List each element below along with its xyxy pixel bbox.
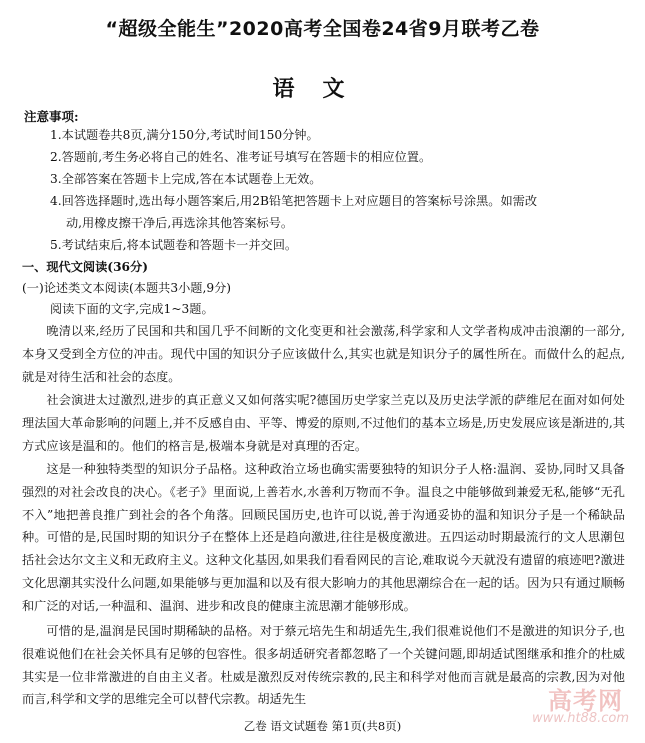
watermark-logo — [483, 681, 633, 729]
notice-heading: 注意事项: — [24, 109, 79, 124]
notice-item: 1.本试题卷共8页,满分150分,考试时间150分钟。 — [50, 128, 319, 142]
reading-instruction: 阅读下面的文字,完成1~3题。 — [50, 302, 214, 316]
watermark-url: www.ht88.com — [532, 711, 629, 726]
passage-paragraph: 可惜的是,温润是民国时期稀缺的品格。对于蔡元培先生和胡适先生,我们很难说他们不是激进的知识分子,也很难说他们在社会关怀具有足够的包容性。很多胡适研究者都忽略了一个关键问题,即胡适试图继承和推介的杜威其实是一位非常激进的自由主义者。杜威是激烈反对传统宗教的,民主和科学对他而言就是最高的宗教,因为对他而言,科学和文学的思维完全可以替代宗教。胡适先生 — [22, 624, 625, 707]
section-subtitle: (一)论述类文本阅读(本题共3小题,9分) — [22, 281, 232, 295]
subject-title: 语文 — [272, 77, 373, 102]
passage-paragraph: 这是一种独特类型的知识分子品格。这种政治立场也确实需要独特的知识分子人格:温润、妥协,同时又具备强烈的对社会改良的决心。《老子》里面说,上善若水,水善利万物而不争。温良之中能够做到兼爱无私,能够“无孔不入”地把善良推广到社会的各个角落。回顾民国历史,也许可以说,善于沟通妥协的温和知识分子是一个稀缺品种。可惜的是,民国时期的知识分子在整体上还是趋向激进,往往是极度激进。五四运动时期最流行的文人思潮包括社会达尔文主义和无政府主义。这种文化基因,如果我们看看网民的言论,难取说今天就没有遗留的痕迹吧?激进文化思潮其实没什么问题,如果能够与更加温和以及有很大影响力的其他思潮综合在一起的话。因为只有通过顺畅和广泛的对话,一种温和、温润、进步和改良的健康主流思潮才能够形成。 — [22, 462, 625, 613]
notice-item: 3.全部答案在答题卡上完成,答在本试题卷上无效。 — [50, 172, 322, 186]
exam-title: “超级全能生”2020高考全国卷24省9月联考乙卷 — [105, 18, 540, 40]
watermark-name: 高考网 — [548, 687, 623, 715]
notice-item: 4.回答选择题时,选出每小题答案后,用2B铅笔把答题卡上对应题目的答案标号涂黑。如需改 — [50, 194, 538, 208]
passage-paragraph: 晚清以来,经历了民国和共和国几乎不间断的文化变更和社会激荡,科学家和人文学者构成冲击浪潮的一部分,本身又受到全方位的冲击。现代中国的知识分子应该做什么,其实也就是知识分子的属性所在。而做什么的起点,就是对待生活和社会的态度。 — [22, 324, 625, 384]
page-footer: 乙卷 语文试题卷 第1页(共8页) — [243, 719, 402, 733]
passage-paragraph: 社会演进太过激烈,进步的真正意义又如何落实呢?德国历史学家兰克以及历史法学派的萨维尼在面对如何处理法国大革命影响的问题上,并不反感自由、平等、博爱的原则,不过他们的基本立场是,历史发展应该是渐进的,其方式应该是温和的。他们的格言是,极端本身就是对真理的否定。 — [22, 393, 625, 453]
notice-item: 动,用橡皮擦干净后,再选涂其他答案标号。 — [66, 216, 294, 230]
section-title: 一、现代文阅读(36分) — [22, 260, 148, 274]
notice-item: 5.考试结束后,将本试题卷和答题卡一并交回。 — [50, 238, 298, 252]
notice-item: 2.答题前,考生务必将自己的姓名、准考证号填写在答题卡的相应位置。 — [50, 150, 432, 164]
